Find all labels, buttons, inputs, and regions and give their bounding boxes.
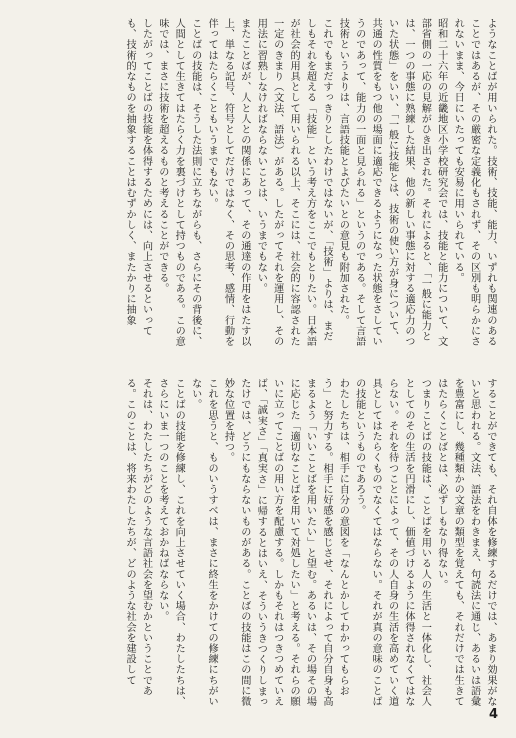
paragraph: わたしたちは、相手に自分の意図を「なんとかしてわかってもらおう」と努力する。相手に好感を感じさせ、それによって自分自身も高まるよう「いいことばを用いたい」と望む。あるいは、その場その場に応じた「適切なことばを用いて対処したい」と考える。それらの願いに立ってことばの用い方を配慮する。しかもそれはつきつめていえば、「誠実さ」「真実さ」に帰するとはいえ、そういうきつくりしまったけでは、どうにもならないものがある。ことばの技能はこの間に微妙な位置を持つ。: [222, 378, 349, 707]
paragraph: することができても、それ自体を修練するだけでは、あまり効果がないと思われる。文法、語法をわきまえ、句読法に通じ、あるいは語彙を豊富にし、幾種類かの文章の類型を覚えても、それだけでは生きてはたらくことばとは、必ずしもなり得ない。: [435, 378, 496, 707]
paragraph: したがってことばの技能を体得するためには、向上させるといっても、技術的なものを抽象することはむずかしく、またかりに抽象: [124, 18, 152, 336]
page-number: 4: [488, 707, 498, 722]
paragraph: それは、わたしたちがどのような言語社会を望むかということである。このことは、将来わたしたちが、どのような社会を建設して: [124, 378, 152, 696]
paragraph: これでもまだすっきりとしたわけではないが、「技術」よりは、まだしもそれを超える「技能」という考え方をここでもとりたい。日本語が社会的用具として用いられる以上、そこには、社会的に容認された一定のきまり（文法、語法）がある。したがってそれを運用し、その用法に習熟しなければならないことは、いうまでもない。: [255, 18, 332, 347]
upper-text-block: [16, 18, 498, 350]
paragraph: またことばが、人と人との関係にあって、その通達の作用をはたす以上、単なる記号、符号としてだけではなく、その思考、感情、行動を伴ってはたらくこともいうまでもない。: [206, 18, 250, 347]
paragraph: これを思うと、ものいうすべは、まさに終生をかけての修練にちがいない。: [189, 378, 218, 707]
lower-text-block: [16, 378, 498, 712]
paragraph: ようなことばが用いられた。技術、技能、能力、いずれも関連のあることではあるが、その厳密な定義化もされず、その区別も明らかにされないまま、今日にいたっても安易に用いられている。: [452, 18, 496, 347]
paragraph: 昭和二十六年の近畿地区小学校研究会では、技能と能力について、文部省側の一応の見解がひき出された。それによると、「一般に能力とは、一つの事態に熟練した結果、他の新しい事態に対する適応力のついた状態」をいい、「一般に技能とは、技術の使い方が身について、共通の性質をもつ他の場面に適応できるようになった状態をさしていうのであって、能力の一面と見られる」というのである。そして言語技術というよりは、言語技能とよびたいとの意見も附加された。: [337, 18, 447, 347]
paragraph: つまりことばの技能は、ことばを用いる人の生活と一体化し、社会人としてのその生活を円滑にし、価値づけるように体得されなくてはならない。それを待つことによって、その人自身の生活を高めていく道具としてはたらくものでなくてはならない。それが真の意味のことばの技能というものであろう。: [353, 378, 431, 707]
paragraph: ことばの技能は、そうした法則に立ちながらも、さらにその背後に、人間として生きてはたらく力を裏づけとして持つものである。この意味では、まさに技術を超えるものと考えることができる。: [156, 18, 201, 347]
paragraph: ことばの技能を修練し、これを向上させていく場合、わたしたちは、さらにいま一つのことを考えておかねばならない。: [156, 378, 185, 707]
